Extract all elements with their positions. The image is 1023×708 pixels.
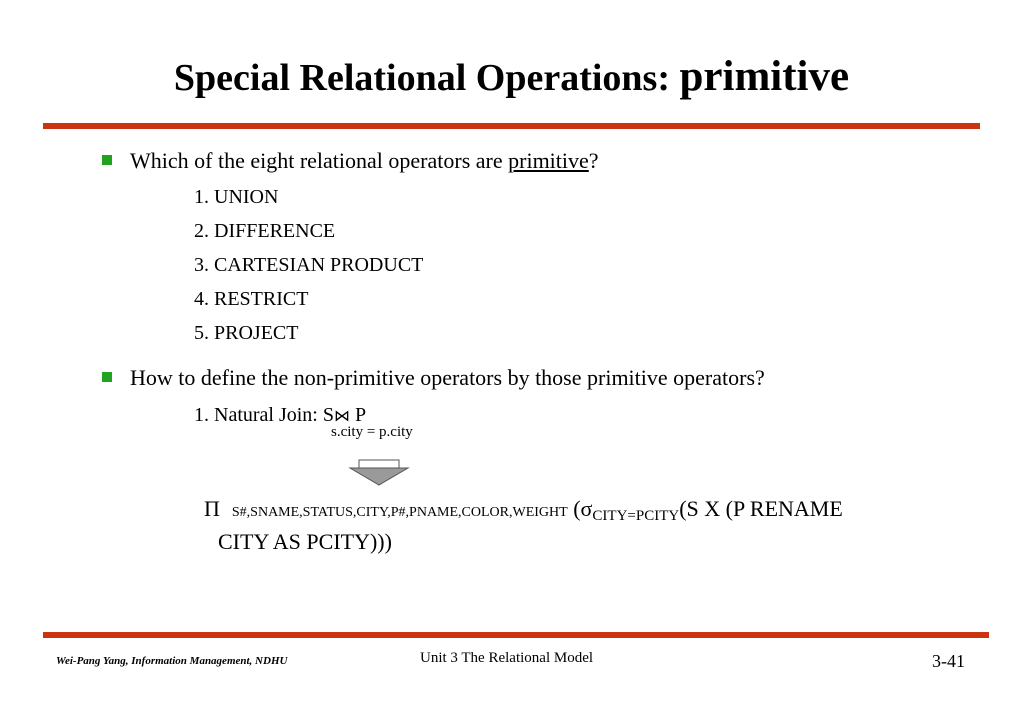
list-item: 4. RESTRICT [194, 288, 309, 310]
sigma-symbol: σ [580, 496, 593, 521]
title-emphasis: primitive [679, 53, 850, 100]
formula-line-1 [204, 496, 843, 522]
bullet-square-icon [102, 372, 112, 382]
join-label: 1. Natural Join: S [194, 404, 334, 426]
footer-unit: Unit 3 The Relational Model [420, 650, 594, 666]
pi-symbol: Π [204, 496, 220, 521]
bullet-square-icon [102, 155, 112, 165]
title-main: Special Relational Operations: [173, 57, 680, 99]
slide-title [0, 52, 1023, 101]
formula-line-2: CITY AS PCITY))) [218, 529, 392, 554]
formula-rest: (S X (P RENAME [679, 496, 843, 521]
list-item: 1. UNION [194, 186, 279, 208]
page-number: 3-41 [932, 651, 965, 671]
list-item: 3. CARTESIAN PRODUCT [194, 254, 424, 276]
question-1 [130, 148, 599, 174]
selection-condition: CITY=PCITY [592, 508, 680, 524]
footer-author: Wei-Pang Yang, Information Management, NDHU [56, 655, 288, 667]
title-divider [43, 123, 980, 129]
list-item: 5. PROJECT [194, 322, 299, 344]
join-right-operand: P [350, 404, 367, 426]
projection-attributes: S#,SNAME,STATUS,CITY,P#,PNAME,COLOR,WEIGHT [231, 505, 568, 520]
bowtie-join-icon: ⋈ [334, 406, 350, 425]
list-item: 2. DIFFERENCE [194, 220, 336, 242]
formula-open-paren: ( [567, 496, 581, 521]
footer-divider [43, 632, 989, 638]
question-1-suffix: ? [588, 148, 599, 173]
question-1-prefix: Which of the eight relational operators are [130, 148, 509, 173]
question-2: How to define the non-primitive operators by those primitive operators? [130, 365, 765, 390]
join-condition: s.city = p.city [331, 424, 413, 440]
down-arrow-icon [346, 458, 412, 488]
question-1-keyword: primitive [508, 148, 589, 173]
